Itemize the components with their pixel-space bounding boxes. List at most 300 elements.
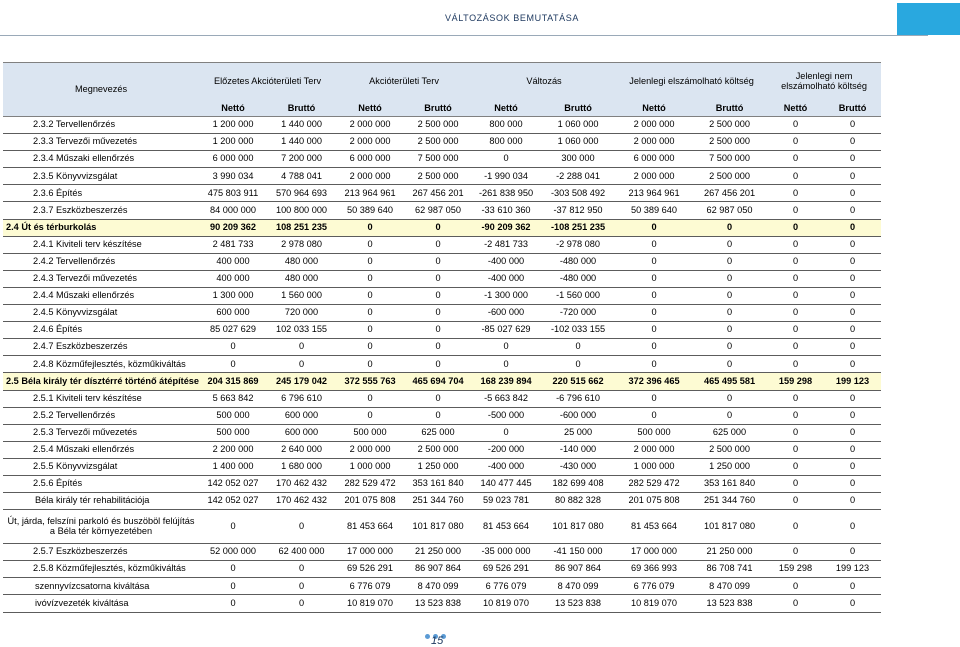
table-cell: 86 907 864 [404,561,472,578]
table-cell: 1 440 000 [267,117,336,134]
table-cell: 0 [767,356,824,373]
table-cell: 0 [692,219,767,236]
table-cell: 0 [404,322,472,339]
table-cell: -102 033 155 [540,322,616,339]
table-cell: 0 [199,339,267,356]
table-cell: 8 470 099 [540,578,616,595]
table-cell: 0 [336,407,404,424]
row-label: 2.5.8 Közműfejlesztés, közműkiváltás [3,561,199,578]
table-cell: 2 481 733 [199,236,267,253]
table-cell: 0 [199,356,267,373]
table-cell: 800 000 [472,134,540,151]
table-cell: 0 [824,407,881,424]
row-label: 2.5.3 Tervezői művezetés [3,424,199,441]
table-cell: 10 819 070 [616,595,692,612]
table-cell: 600 000 [199,305,267,322]
table-cell: 0 [692,287,767,304]
table-cell: 0 [336,236,404,253]
table-row [3,544,881,561]
table-cell: 62 987 050 [692,202,767,219]
table-cell: 0 [824,493,881,510]
table-cell: 102 033 155 [267,322,336,339]
table-cell: 480 000 [267,270,336,287]
table-cell: 0 [336,253,404,270]
table-cell: 2 500 000 [404,117,472,134]
table-cell: -303 508 492 [540,185,616,202]
table-cell: 1 680 000 [267,458,336,475]
table-cell: 0 [767,510,824,544]
table-row [3,202,881,219]
row-label: Béla király tér rehabilitációja [3,493,199,510]
table-cell: 0 [824,595,881,612]
row-label: Út, járda, felszíni parkoló és buszöböl felújítás a Béla tér környezetében [3,510,199,544]
table-cell: 0 [404,287,472,304]
table-cell: 0 [767,219,824,236]
table-cell: -90 209 362 [472,219,540,236]
table-cell: 0 [824,287,881,304]
table-cell: 2 000 000 [336,441,404,458]
table-cell: 0 [336,219,404,236]
table-cell: 101 817 080 [540,510,616,544]
table-cell: 0 [540,339,616,356]
table-row [3,475,881,492]
table-cell: 13 523 838 [692,595,767,612]
table-cell: 17 000 000 [616,544,692,561]
table-cell: 0 [767,441,824,458]
table-cell: 0 [267,595,336,612]
table-row [3,270,881,287]
table-cell: 62 987 050 [404,202,472,219]
table-cell: 400 000 [199,270,267,287]
table-cell: 0 [404,356,472,373]
table-cell: 2 000 000 [336,117,404,134]
table-cell: 159 298 [767,561,824,578]
table-cell: 2 000 000 [616,168,692,185]
table-cell: 0 [692,356,767,373]
table-cell: 0 [824,219,881,236]
subheader-cell: Nettó [616,101,692,117]
table-cell: 199 123 [824,373,881,390]
table-cell: 0 [692,253,767,270]
table-cell: 2 500 000 [404,168,472,185]
table-cell: 0 [767,270,824,287]
table-cell: 159 298 [767,373,824,390]
table-cell: 1 000 000 [616,458,692,475]
table-cell: -480 000 [540,270,616,287]
table-cell: 142 052 027 [199,493,267,510]
table-cell: 2 500 000 [692,168,767,185]
row-label: 2.4.6 Építés [3,322,199,339]
table-cell: 0 [824,168,881,185]
table-cell: 0 [767,578,824,595]
table-cell: 0 [404,219,472,236]
table-cell: 0 [824,390,881,407]
table-cell: 6 776 079 [336,578,404,595]
table-cell: 480 000 [267,253,336,270]
table-cell: 0 [404,390,472,407]
column-group-plan: Akcióterületi Terv [336,63,472,102]
table-cell: 108 251 235 [267,219,336,236]
table-cell: 0 [616,270,692,287]
table-cell: 52 000 000 [199,544,267,561]
table-cell: 1 060 000 [540,134,616,151]
table-row [3,561,881,578]
table-row [3,168,881,185]
table-cell: 0 [540,356,616,373]
table-cell: 6 776 079 [472,578,540,595]
table-cell: 1 000 000 [336,458,404,475]
row-label: 2.5.6 Építés [3,475,199,492]
table-cell: 0 [616,253,692,270]
row-label: szennyvízcsatorna kiváltása [3,578,199,595]
table-cell: 353 161 840 [692,475,767,492]
table-cell: -400 000 [472,253,540,270]
table-cell: 251 344 760 [692,493,767,510]
subheader-cell: Bruttó [692,101,767,117]
table-cell: 267 456 201 [692,185,767,202]
row-label: 2.3.4 Műszaki ellenőrzés [3,151,199,168]
table-cell: 69 366 993 [616,561,692,578]
table-cell: 8 470 099 [692,578,767,595]
row-label: 2.4 Út és térburkolás [3,219,199,236]
table-cell: 81 453 664 [336,510,404,544]
table-cell: 600 000 [267,424,336,441]
table-cell: 0 [767,475,824,492]
cost-change-table [3,62,881,613]
table-cell: 204 315 869 [199,373,267,390]
table-cell: 140 477 445 [472,475,540,492]
table-cell: 0 [767,390,824,407]
table-cell: 50 389 640 [336,202,404,219]
table-cell: 2 640 000 [267,441,336,458]
table-cell: 0 [472,356,540,373]
subheader-cell: Bruttó [540,101,616,117]
table-cell: 500 000 [199,407,267,424]
table-cell: 21 250 000 [692,544,767,561]
table-cell: 6 000 000 [336,151,404,168]
table-cell: 6 000 000 [616,151,692,168]
table-cell: 2 000 000 [616,134,692,151]
row-label: 2.4.5 Könyvvizsgálat [3,305,199,322]
page-number: 15 [431,635,444,647]
column-group-change: Változás [472,63,616,102]
table-cell: 2 000 000 [336,134,404,151]
table-row [3,441,881,458]
row-label: 2.4.7 Eszközbeszerzés [3,339,199,356]
table-cell: 0 [767,595,824,612]
row-label: ivóvízvezeték kiváltása [3,595,199,612]
table-cell: 0 [336,390,404,407]
table-cell: 465 495 581 [692,373,767,390]
table-cell: 101 817 080 [692,510,767,544]
table-cell: -1 300 000 [472,287,540,304]
table-cell: 213 964 961 [616,185,692,202]
table-cell: 0 [404,305,472,322]
table-cell: -108 251 235 [540,219,616,236]
table-cell: 0 [824,202,881,219]
table-cell: 0 [767,339,824,356]
row-label: 2.3.3 Tervezői művezetés [3,134,199,151]
row-label: 2.4.4 Műszaki ellenőrzés [3,287,199,304]
table-cell: 800 000 [472,117,540,134]
table-cell: 0 [824,253,881,270]
table-cell: 0 [767,493,824,510]
table-cell: 0 [267,356,336,373]
table-row [3,287,881,304]
table-cell: 0 [824,356,881,373]
header-divider [0,35,928,36]
table-cell: 0 [824,322,881,339]
table-cell: 372 555 763 [336,373,404,390]
table-row [3,219,881,236]
table-cell: 1 440 000 [267,134,336,151]
row-label: 2.4.2 Tervellenőrzés [3,253,199,270]
table-cell: 0 [824,151,881,168]
table-row [3,390,881,407]
row-label: 2.5.5 Könyvvizsgálat [3,458,199,475]
table-cell: 0 [767,458,824,475]
table-cell: 10 819 070 [472,595,540,612]
table-cell: 2 500 000 [404,441,472,458]
table-cell: 2 000 000 [336,168,404,185]
table-cell: 0 [824,578,881,595]
table-cell: 25 000 [540,424,616,441]
subheader-cell: Bruttó [267,101,336,117]
table-cell: 0 [824,339,881,356]
table-cell: 0 [336,339,404,356]
table-cell: 1 250 000 [692,458,767,475]
table-cell: -720 000 [540,305,616,322]
table-cell: 625 000 [692,424,767,441]
table-row [3,407,881,424]
table-cell: -600 000 [472,305,540,322]
table-cell: 0 [824,236,881,253]
table-cell: 500 000 [199,424,267,441]
table-cell: 0 [767,287,824,304]
table-cell: 245 179 042 [267,373,336,390]
table-cell: 213 964 961 [336,185,404,202]
table-cell: 182 699 408 [540,475,616,492]
row-label: 2.5.1 Kiviteli terv készítése [3,390,199,407]
subheader-cell: Nettó [472,101,540,117]
table-cell: 86 708 741 [692,561,767,578]
table-cell: 6 000 000 [199,151,267,168]
table-cell: 0 [616,407,692,424]
table-cell: -5 663 842 [472,390,540,407]
row-label: 2.4.3 Tervezői művezetés [3,270,199,287]
table-cell: -400 000 [472,458,540,475]
table-cell: 400 000 [199,253,267,270]
row-label: 2.3.5 Könyvvizsgálat [3,168,199,185]
table-cell: -261 838 950 [472,185,540,202]
table-cell: 0 [692,236,767,253]
table-cell: 372 396 465 [616,373,692,390]
table-cell: 1 250 000 [404,458,472,475]
table-cell: -600 000 [540,407,616,424]
table-cell: 0 [824,117,881,134]
table-cell: 201 075 808 [336,493,404,510]
table-cell: 62 400 000 [267,544,336,561]
table-cell: 720 000 [267,305,336,322]
table-cell: 353 161 840 [404,475,472,492]
table-cell: 0 [404,339,472,356]
table-cell: 0 [267,339,336,356]
table-cell: 10 819 070 [336,595,404,612]
table-cell: 0 [336,305,404,322]
table-cell: 3 990 034 [199,168,267,185]
table-body [3,117,881,613]
table-cell: 7 200 000 [267,151,336,168]
header-accent-block [897,3,960,35]
table-cell: 80 882 328 [540,493,616,510]
table-cell: 0 [267,561,336,578]
table-cell: 0 [824,510,881,544]
table-cell: 0 [616,356,692,373]
table-cell: -140 000 [540,441,616,458]
table-cell: 1 200 000 [199,117,267,134]
row-label: 2.3.6 Építés [3,185,199,202]
table-row [3,578,881,595]
table-cell: 465 694 704 [404,373,472,390]
table-row [3,424,881,441]
table-row [3,185,881,202]
table-cell: 500 000 [616,424,692,441]
table-cell: 220 515 662 [540,373,616,390]
table-cell: 17 000 000 [336,544,404,561]
table-cell: 81 453 664 [472,510,540,544]
table-row [3,236,881,253]
row-label: 2.4.8 Közműfejlesztés, közműkiváltás [3,356,199,373]
table-cell: 2 500 000 [692,117,767,134]
table-cell: -41 150 000 [540,544,616,561]
table-cell: 90 209 362 [199,219,267,236]
table-cell: 251 344 760 [404,493,472,510]
table-cell: 0 [767,117,824,134]
table-cell: 0 [336,287,404,304]
table-cell: 282 529 472 [336,475,404,492]
table-cell: 0 [616,390,692,407]
subheader-cell: Nettó [199,101,267,117]
table-cell: 170 462 432 [267,493,336,510]
table-cell: 1 060 000 [540,117,616,134]
table-cell: 142 052 027 [199,475,267,492]
table-cell: 0 [472,151,540,168]
table-cell: 0 [767,185,824,202]
table-cell: 5 663 842 [199,390,267,407]
table-cell: 0 [767,322,824,339]
table-cell: 0 [767,168,824,185]
table-cell: 0 [824,424,881,441]
table-cell: 2 000 000 [616,441,692,458]
row-label: 2.5 Béla király tér dísztérré történő átépítése [3,373,199,390]
table-cell: 7 500 000 [404,151,472,168]
table-row [3,305,881,322]
table-cell: 100 800 000 [267,202,336,219]
table-cell: 0 [692,407,767,424]
table-cell: 201 075 808 [616,493,692,510]
table-cell: -37 812 950 [540,202,616,219]
table-row [3,322,881,339]
table-cell: 85 027 629 [199,322,267,339]
table-cell: 0 [767,424,824,441]
subheader-cell: Bruttó [404,101,472,117]
table-cell: 0 [199,595,267,612]
table-cell: -500 000 [472,407,540,424]
table-cell: 69 526 291 [472,561,540,578]
table-cell: 0 [692,305,767,322]
table-cell: 0 [616,236,692,253]
table-row [3,458,881,475]
table-row [3,373,881,390]
table-cell: -35 000 000 [472,544,540,561]
table-cell: 86 907 864 [540,561,616,578]
table-cell: 0 [692,322,767,339]
table-cell: 0 [472,339,540,356]
row-label: 2.5.4 Műszaki ellenőrzés [3,441,199,458]
table-cell: 0 [692,339,767,356]
table-row [3,493,881,510]
table-cell: 0 [267,578,336,595]
table-cell: 0 [767,134,824,151]
table-row [3,595,881,612]
table-cell: 1 200 000 [199,134,267,151]
table-cell: 7 500 000 [692,151,767,168]
table-cell: 170 462 432 [267,475,336,492]
table-cell: -1 990 034 [472,168,540,185]
table-cell: 0 [616,219,692,236]
table-cell: 2 500 000 [692,441,767,458]
table-cell: 13 523 838 [404,595,472,612]
table-cell: 59 023 781 [472,493,540,510]
table-row [3,339,881,356]
page-header-title: VÁLTOZÁSOK BEMUTATÁSA [445,13,579,23]
table-cell: 0 [824,270,881,287]
table-cell: -430 000 [540,458,616,475]
table-cell: 0 [336,356,404,373]
table-cell: 0 [824,185,881,202]
column-group-eligible: Jelenlegi elszámolható költség [616,63,767,102]
table-row [3,134,881,151]
table-cell: 300 000 [540,151,616,168]
table-cell: 101 817 080 [404,510,472,544]
table-cell: 282 529 472 [616,475,692,492]
table-cell: 84 000 000 [199,202,267,219]
table-cell: 1 300 000 [199,287,267,304]
table-cell: 0 [767,202,824,219]
table-cell: 600 000 [267,407,336,424]
row-label: 2.3.7 Eszközbeszerzés [3,202,199,219]
table-cell: 0 [336,322,404,339]
table-cell: 2 500 000 [692,134,767,151]
table-cell: 0 [692,270,767,287]
table-cell: 0 [336,270,404,287]
table-cell: 0 [767,407,824,424]
table-cell: 0 [199,561,267,578]
table-cell: 1 560 000 [267,287,336,304]
table-cell: -2 978 080 [540,236,616,253]
table-cell: -85 027 629 [472,322,540,339]
table-cell: 0 [404,270,472,287]
table-cell: 69 526 291 [336,561,404,578]
table-cell: 50 389 640 [616,202,692,219]
table-cell: 0 [824,441,881,458]
column-group-non-eligible: Jelenlegi nem elszámolható költség [767,63,881,102]
table-cell: 500 000 [336,424,404,441]
table-cell: 0 [616,287,692,304]
table-cell: 0 [404,407,472,424]
table-cell: 267 456 201 [404,185,472,202]
table-cell: 0 [824,305,881,322]
